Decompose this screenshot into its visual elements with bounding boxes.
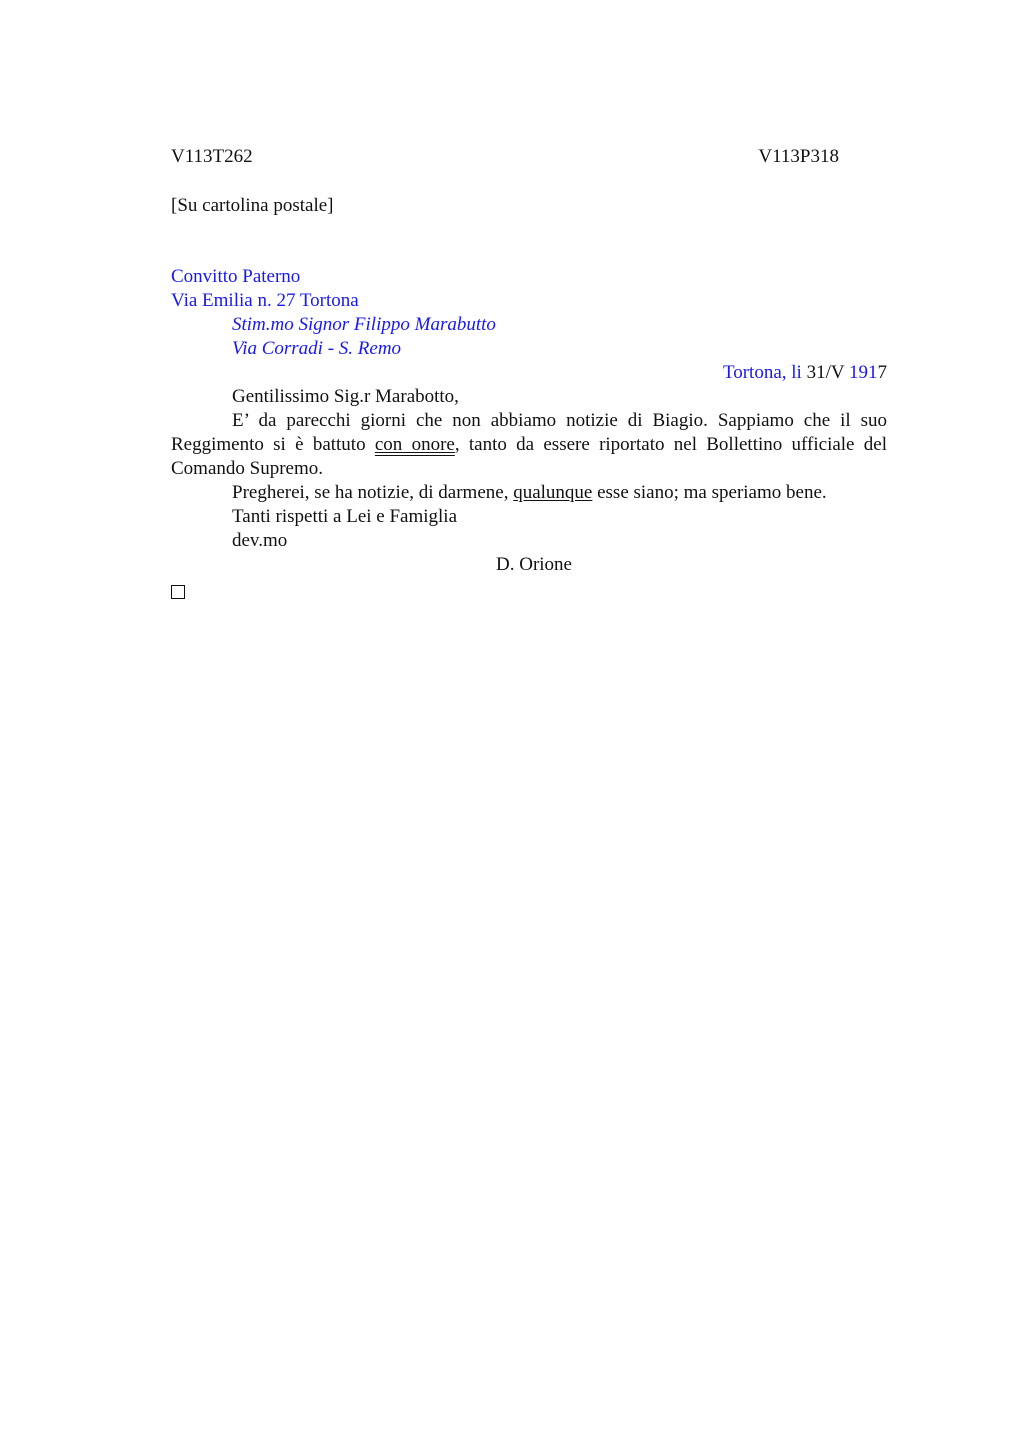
devoted: dev.mo (232, 530, 288, 551)
paragraph-1: E’ da parecchi giorni che non abbiamo notizie di Biagio. Sappiamo che il suo Reggimento si è battuto con onore, tanto da essere riportato nel Bollettino ufficiale del Comando Supremo. (171, 410, 887, 479)
letter-date (171, 361, 887, 385)
signature: D. Orione (496, 554, 572, 575)
right-code: V113P318 (758, 146, 839, 167)
paragraph-2: Pregherei, se ha notizie, di darmene, qualunque esse siano; ma speriamo bene. (232, 482, 827, 503)
underlined-phrase: con onore (374, 434, 455, 455)
closing: Tanti rispetti a Lei e Famiglia (232, 506, 458, 527)
document-header (171, 145, 839, 169)
recipient-name: Stim.mo Signor Filippo Marabutto (232, 314, 496, 335)
date-year-suffix: 7 (877, 362, 887, 383)
end-marker-box (171, 585, 185, 599)
editorial-note: [Su cartolina postale] (171, 195, 334, 216)
left-code: V113T262 (171, 146, 253, 167)
sender-name: Convitto Paterno (171, 266, 301, 287)
salutation: Gentilissimo Sig.r Marabotto, (232, 386, 459, 407)
date-day-month: 31/V (806, 362, 845, 383)
underlined-word: qualunque (513, 482, 593, 503)
date-year-prefix: 191 (849, 362, 878, 383)
recipient-address: Via Corradi - S. Remo (232, 338, 402, 359)
sender-address: Via Emilia n. 27 Tortona (171, 290, 359, 311)
letter-page (171, 145, 887, 599)
date-place: Tortona, li (722, 362, 802, 383)
